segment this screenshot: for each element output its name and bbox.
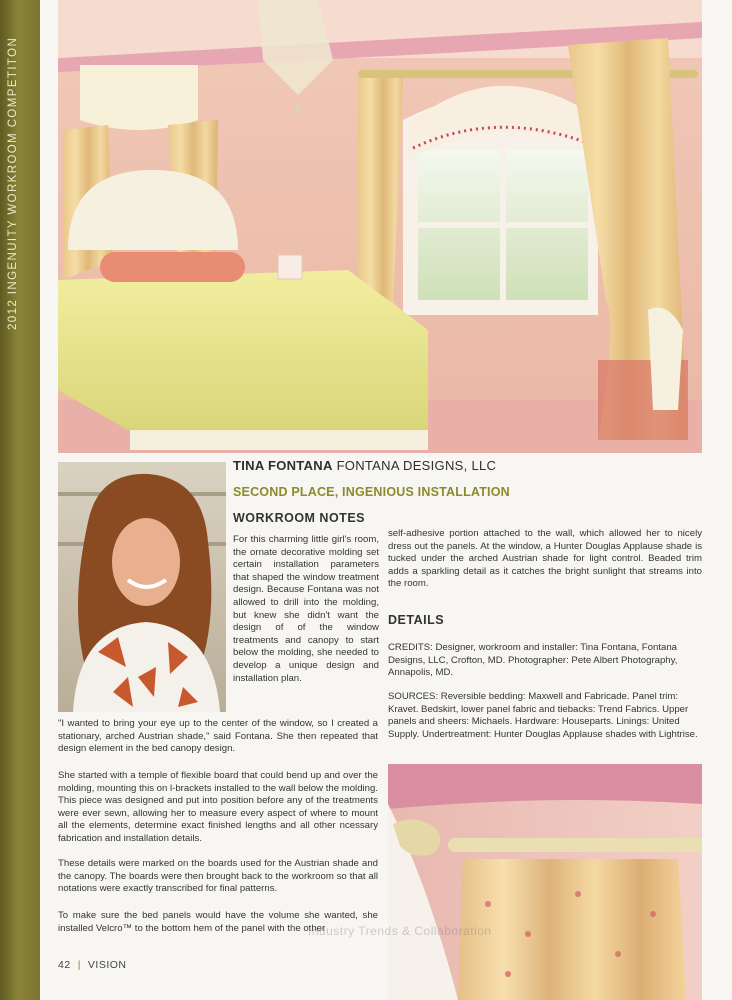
body-paragraph-1: For this charming little girl's room, the ornate decorative molding set certain installation parameters that shaped the window treatment design. Because Fontana was not allowed to drill into the molding, but knew she didn't want the design of of the window treatments and canopy to start below the molding, she needed to develop a unique design and installation plan. bbox=[233, 534, 379, 684]
designer-portrait bbox=[58, 462, 226, 712]
credits-text: CREDITS: Designer, workroom and installer: Tina Fontana, Fontana Designs, LLC, Crofton, MD. Photographer: Pete Albert Photography, Annapolis, MD. bbox=[388, 642, 678, 679]
body-paragraph-2: "I wanted to bring your eye up to the center of the window, so I created a stationary, arched Austrian shade," said Fontana. She then repeated that design element in the bed canopy design. bbox=[58, 718, 378, 755]
show-through-text: Industry Trends & Collaboration bbox=[308, 924, 492, 938]
page-number: 42 bbox=[58, 959, 71, 971]
magazine-name: VISION bbox=[87, 959, 127, 971]
body-paragraph-3: She started with a temple of flexible board that could bend up and over the molding, mounting this on l-brackets installed to the wall below the molding. This piece was designed and put into position before any of the treatments were ever sewn, allowing her to measure every aspect of where to mount all the elements, determine exact finished lengths and all other ncessary fabrication and installation details. bbox=[58, 770, 378, 844]
bedroom-photo bbox=[58, 0, 702, 453]
footer-separator: | bbox=[77, 959, 81, 971]
spine-bar bbox=[0, 0, 40, 1000]
byline bbox=[233, 458, 496, 473]
body-paragraph-4: These details were marked on the boards used for the Austrian shade and the canopy. The boards were then brought back to the workroom so that all notations were exactly transcribed for final patterns. bbox=[58, 858, 378, 895]
spine-label: 2012 INGENUITY WORKROOM COMPETITON bbox=[7, 36, 19, 330]
byline-company: FONTANA DESIGNS, LLC bbox=[336, 458, 497, 473]
byline-name: TINA FONTANA bbox=[233, 458, 333, 473]
body-paragraph-5: To make sure the bed panels would have the volume she wanted, she installed Velcro™ to the bottom hem of the panel with the other bbox=[58, 910, 378, 934]
body-paragraph-continued: self-adhesive portion attached to the wall, which allowed her to nicely dress out the panels. At the window, a Hunter Douglas Applause shade is tucked under the arched Austrian shade for light control. Beaded trim adds a sparkling detail as it catches the bright sunlight that streams into the room. bbox=[388, 528, 702, 590]
curtain-detail-photo bbox=[388, 764, 702, 1000]
details-heading: DETAILS bbox=[388, 613, 445, 627]
sources-text: SOURCES: Reversible bedding: Maxwell and Fabricade. Panel trim: Kravet. Bedskirt, lower panel fabric and tiebacks: Trend Fabrics. Upper panels and sheers: Michaels. Hardware: Houseparts. Linings: United Supply. Undertreatment: Hunter Douglas Applause shades with Lightrise. bbox=[388, 691, 698, 740]
page-footer bbox=[58, 959, 127, 971]
award-title: SECOND PLACE, INGENIOUS INSTALLATION bbox=[233, 485, 510, 499]
workroom-notes-heading: WORKROOM NOTES bbox=[233, 511, 365, 525]
